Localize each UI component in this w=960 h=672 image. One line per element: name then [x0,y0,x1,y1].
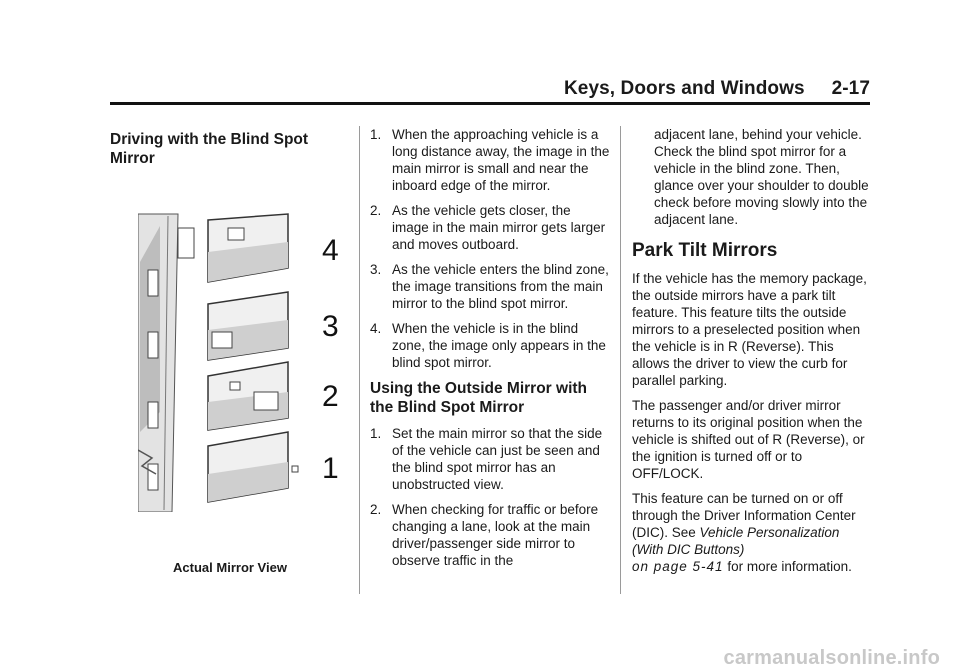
column-1 [110,126,340,168]
list-item: 2. When checking for traffic or before changing a lane, look at the main driver/passenger side mirror to observe traffic in the [370,502,599,568]
paragraph: The passenger and/or driver mirror returns to its original position when the vehicle is shifted out of R (Reverse), or the ignition is turned off or to OFF/LOCK. [632,398,865,481]
column-2 [370,126,610,577]
column-divider-1 [359,126,360,594]
column-divider-2 [620,126,621,594]
header-title: Keys, Doors and Windows 2-17 [563,78,870,99]
step-continuation: adjacent lane, behind your vehicle. Check the blind spot mirror for a vehicle in the blind zone. Then, glance over your shoulder to double check before moving slowly into the adjacent lane. [654,127,869,227]
mirror-view-figure [138,212,350,512]
figure-caption: Actual Mirror View [173,560,287,575]
list-item: 3. As the vehicle enters the blind zone, the image transitions from the main mirror to the blind spot mirror. [370,262,609,311]
mirror-steps-list [370,126,610,371]
section-title-outside-mirror: Using the Outside Mirror with the Blind Spot Mirror [370,380,588,416]
mirror-3 [208,292,288,360]
header-rule [110,102,870,105]
list-item: 1. Set the main mirror so that the side of the vehicle can just be seen and the blind spot mirror has an unobstructed view. [370,426,603,492]
list-item: 2. As the vehicle gets closer, the image in the main mirror gets larger and moves outboard. [370,203,606,252]
outside-mirror-steps-list [370,425,610,569]
mirror-label-2: 2 [322,380,339,413]
paragraph: If the vehicle has the memory package, the outside mirrors have a park tilt feature. This feature tilts the outside mirrors to a preselected position when the vehicle is in R (Reverse). This allows the driver to view the curb for parallel parking. [632,271,867,388]
section-title-park-tilt: Park Tilt Mirrors [632,240,778,261]
mirror-4 [208,214,288,282]
watermark: carmanualsonline.info [723,647,940,669]
column-3 [632,126,872,583]
mirror-2 [208,362,288,430]
section-title-blind-spot: Driving with the Blind Spot Mirror [110,131,309,167]
page-reference[interactable]: on page 5-41 [632,559,724,574]
mirror-1 [208,432,298,502]
page-header [110,78,870,106]
cross-reference-link[interactable]: Vehicle Personalization (With DIC Buttons) [632,525,840,557]
road-strip [138,214,194,512]
mirror-label-1: 1 [322,452,339,485]
mirror-label-3: 3 [322,310,339,343]
mirror-label-4: 4 [322,234,339,267]
paragraph: This feature can be turned on or off through the Driver Information Center (DIC). See Vehicle Personalization (With DIC Buttons) on page 5-41 for more information. [632,491,856,574]
list-item: 4. When the vehicle is in the blind zone, the image only appears in the blind spot mirror. [370,321,606,370]
list-item: 1. When the approaching vehicle is a long distance away, the image in the main mirror is small and near the inboard edge of the mirror. [370,127,610,193]
